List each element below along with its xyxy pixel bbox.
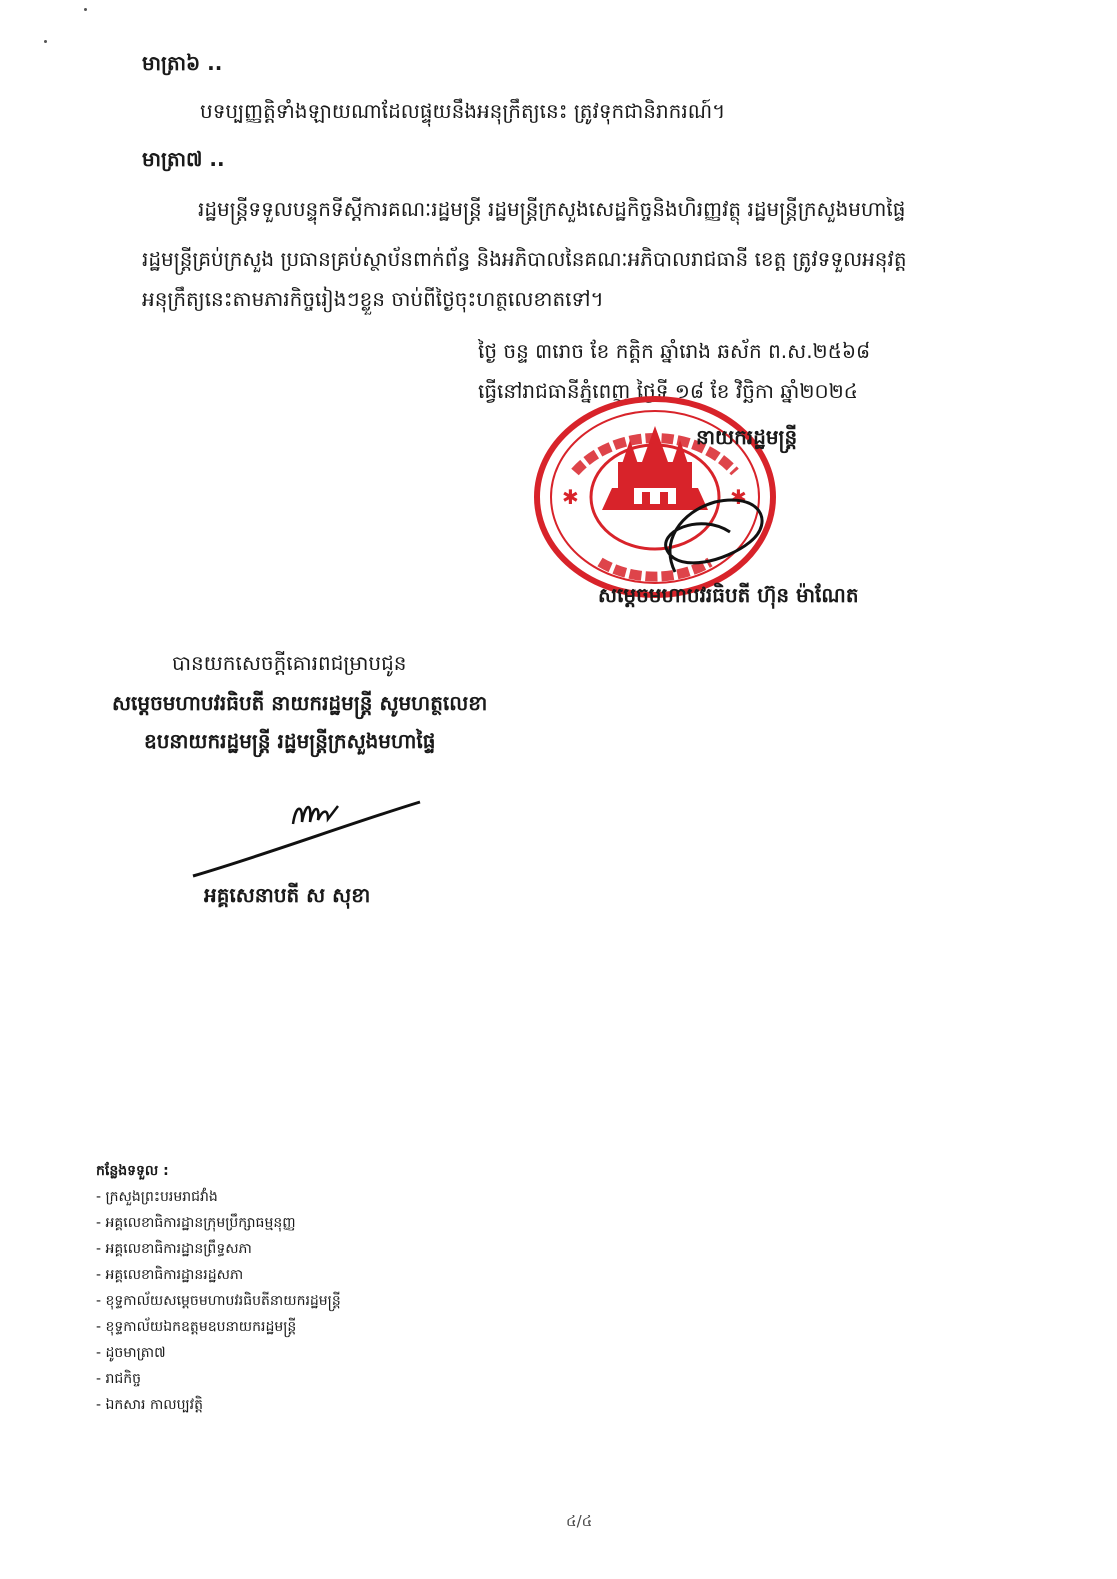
recipient-item: - ខុទ្ទកាល័យសម្តេចមហាបវរធិបតីនាយករដ្ឋមន្ត្រី [96, 1293, 341, 1309]
article-6-heading: មាត្រា៦ .. [142, 51, 223, 75]
scan-speck [84, 8, 87, 11]
recipient-item: - អគ្គលេខាធិការដ្ឋានព្រឹទ្ធសភា [96, 1241, 252, 1257]
submission-line: ឧបនាយករដ្ឋមន្ត្រី រដ្ឋមន្ត្រីក្រសួងមហាផ្ទៃ [144, 729, 436, 753]
article-7-heading: មាត្រា៧ .. [142, 147, 225, 171]
article-6-text: បទប្បញ្ញត្តិទាំងឡាយណាដែលផ្ទុយនឹងអនុក្រឹត្យនេះ ត្រូវទុកជានិរាករណ៍។ [200, 99, 726, 123]
recipient-item: - អគ្គលេខាធិការដ្ឋានរដ្ឋសភា [96, 1267, 244, 1283]
deputy-signer-name: អគ្គសេនាបតី ស សុខា [204, 883, 371, 907]
pm-name: សម្តេចមហាបវរធិបតី ហ៊ុន ម៉ាណែត [598, 583, 859, 607]
pm-title: នាយករដ្ឋមន្ត្រី [696, 425, 798, 449]
page-number: ៤/៤ [566, 1512, 593, 1530]
svg-text:✱: ✱ [562, 485, 579, 509]
recipient-item: - ឯកសារ កាលប្បវត្តិ [96, 1397, 203, 1413]
recipient-item: - អគ្គលេខាធិការដ្ឋានក្រុមប្រឹក្សាធម្មនុញ្ញ [96, 1215, 296, 1231]
recipients-list [96, 1158, 341, 1418]
recipients-title: កន្លែងទទួល : [96, 1163, 169, 1179]
article-7-line: អនុក្រឹត្យនេះតាមភារកិច្ចរៀងៗខ្លួន ចាប់ពីថ្ងៃចុះហត្ថលេខាតទៅ។ [142, 287, 604, 311]
svg-text:✱: ✱ [730, 485, 747, 509]
recipient-item: - រាជកិច្ច [96, 1371, 142, 1387]
solar-date: ធ្វើនៅរាជធានីភ្នំពេញ ថ្ងៃទី ១៨ ខែ វិច្ឆិកា ឆ្នាំ២០២៤ [478, 379, 858, 403]
lunar-date: ថ្ងៃ ចន្ទ ៣រោច ខែ កត្តិក ឆ្នាំរោង ឆស័ក ព.ស.២៥៦៨ [478, 339, 871, 363]
recipient-item: - ដូចមាត្រា៧ [96, 1345, 166, 1361]
recipient-item: - ក្រសួងព្រះបរមរាជវាំង [96, 1189, 218, 1205]
article-7-line: រដ្ឋមន្ត្រីទទួលបន្ទុកទីស្តីការគណៈរដ្ឋមន្ត្រី រដ្ឋមន្ត្រីក្រសួងសេដ្ឋកិច្ចនិងហិរញ្ញវត្ថុ រដ្ឋមន្ត្រីក្រសួងមហាផ្ទៃ [198, 197, 906, 221]
submission-line: បានយកសេចក្តីគោរពជម្រាបជូន [172, 651, 407, 675]
submission-line: សម្តេចមហាបវរធិបតី នាយករដ្ឋមន្ត្រី សូមហត្ថលេខា [112, 691, 488, 715]
scan-speck [44, 40, 47, 43]
deputy-signature [188, 784, 428, 884]
article-7-line: រដ្ឋមន្ត្រីគ្រប់ក្រសួង ប្រធានគ្រប់ស្ថាប័នពាក់ព័ន្ធ និងអភិបាលនៃគណៈអភិបាលរាជធានី ខេត្ត ត្រូវទទួលអនុវត្ត [142, 247, 907, 271]
recipient-item: - ខុទ្ទកាល័យឯកឧត្តមឧបនាយករដ្ឋមន្ត្រី [96, 1319, 297, 1335]
